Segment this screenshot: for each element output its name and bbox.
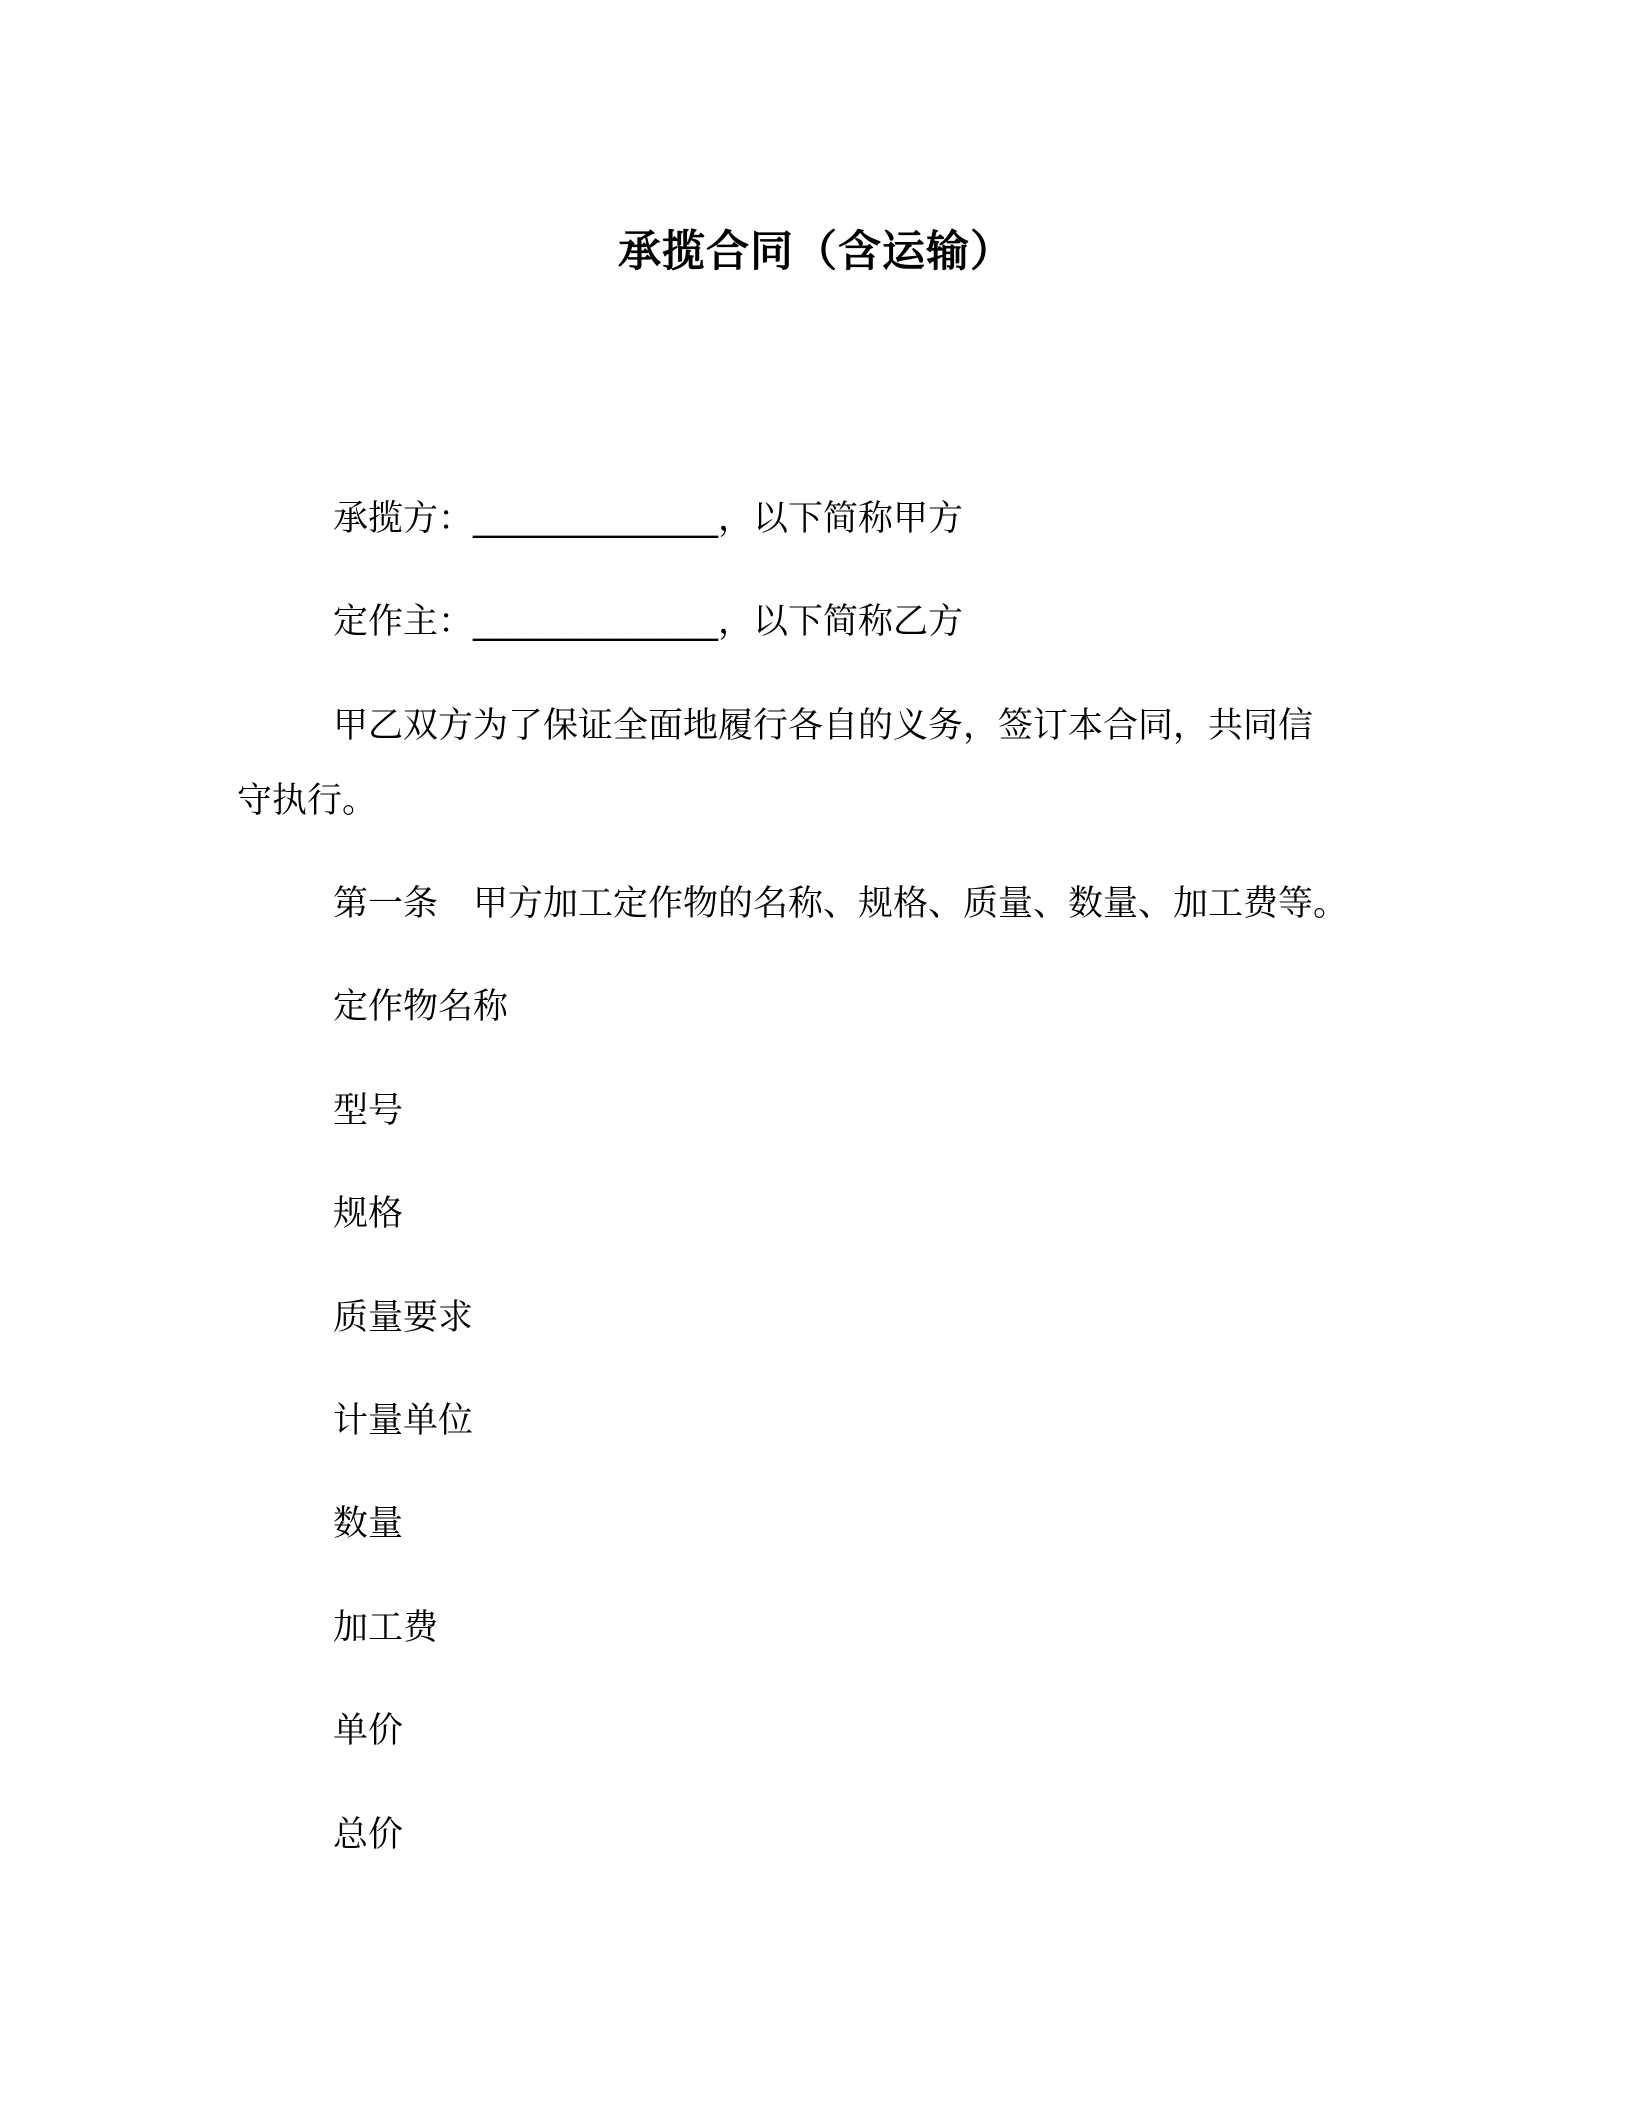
field-label: 数量 xyxy=(333,1504,404,1544)
party-b-line: 定作主：______________，以下简称乙方 xyxy=(333,602,964,642)
field-label: 规格 xyxy=(333,1194,404,1234)
field-label: 定作物名称 xyxy=(333,987,509,1027)
article-1-heading: 第一条 甲方加工定作物的名称、规格、质量、数量、加工费等。 xyxy=(333,884,1349,924)
preamble-line-2: 守执行。 xyxy=(237,781,378,821)
document-title: 承揽合同（含运输） xyxy=(618,227,1014,277)
preamble-line-1: 甲乙双方为了保证全面地履行各自的义务，签订本合同，共同信 xyxy=(333,706,1314,746)
party-a-line: 承揽方：______________，以下简称甲方 xyxy=(333,499,964,539)
field-label: 加工费 xyxy=(333,1608,439,1648)
field-label: 总价 xyxy=(333,1815,404,1855)
field-label: 质量要求 xyxy=(333,1298,474,1338)
field-label: 计量单位 xyxy=(333,1401,474,1441)
field-label: 单价 xyxy=(333,1711,404,1751)
field-label: 型号 xyxy=(333,1091,404,1131)
